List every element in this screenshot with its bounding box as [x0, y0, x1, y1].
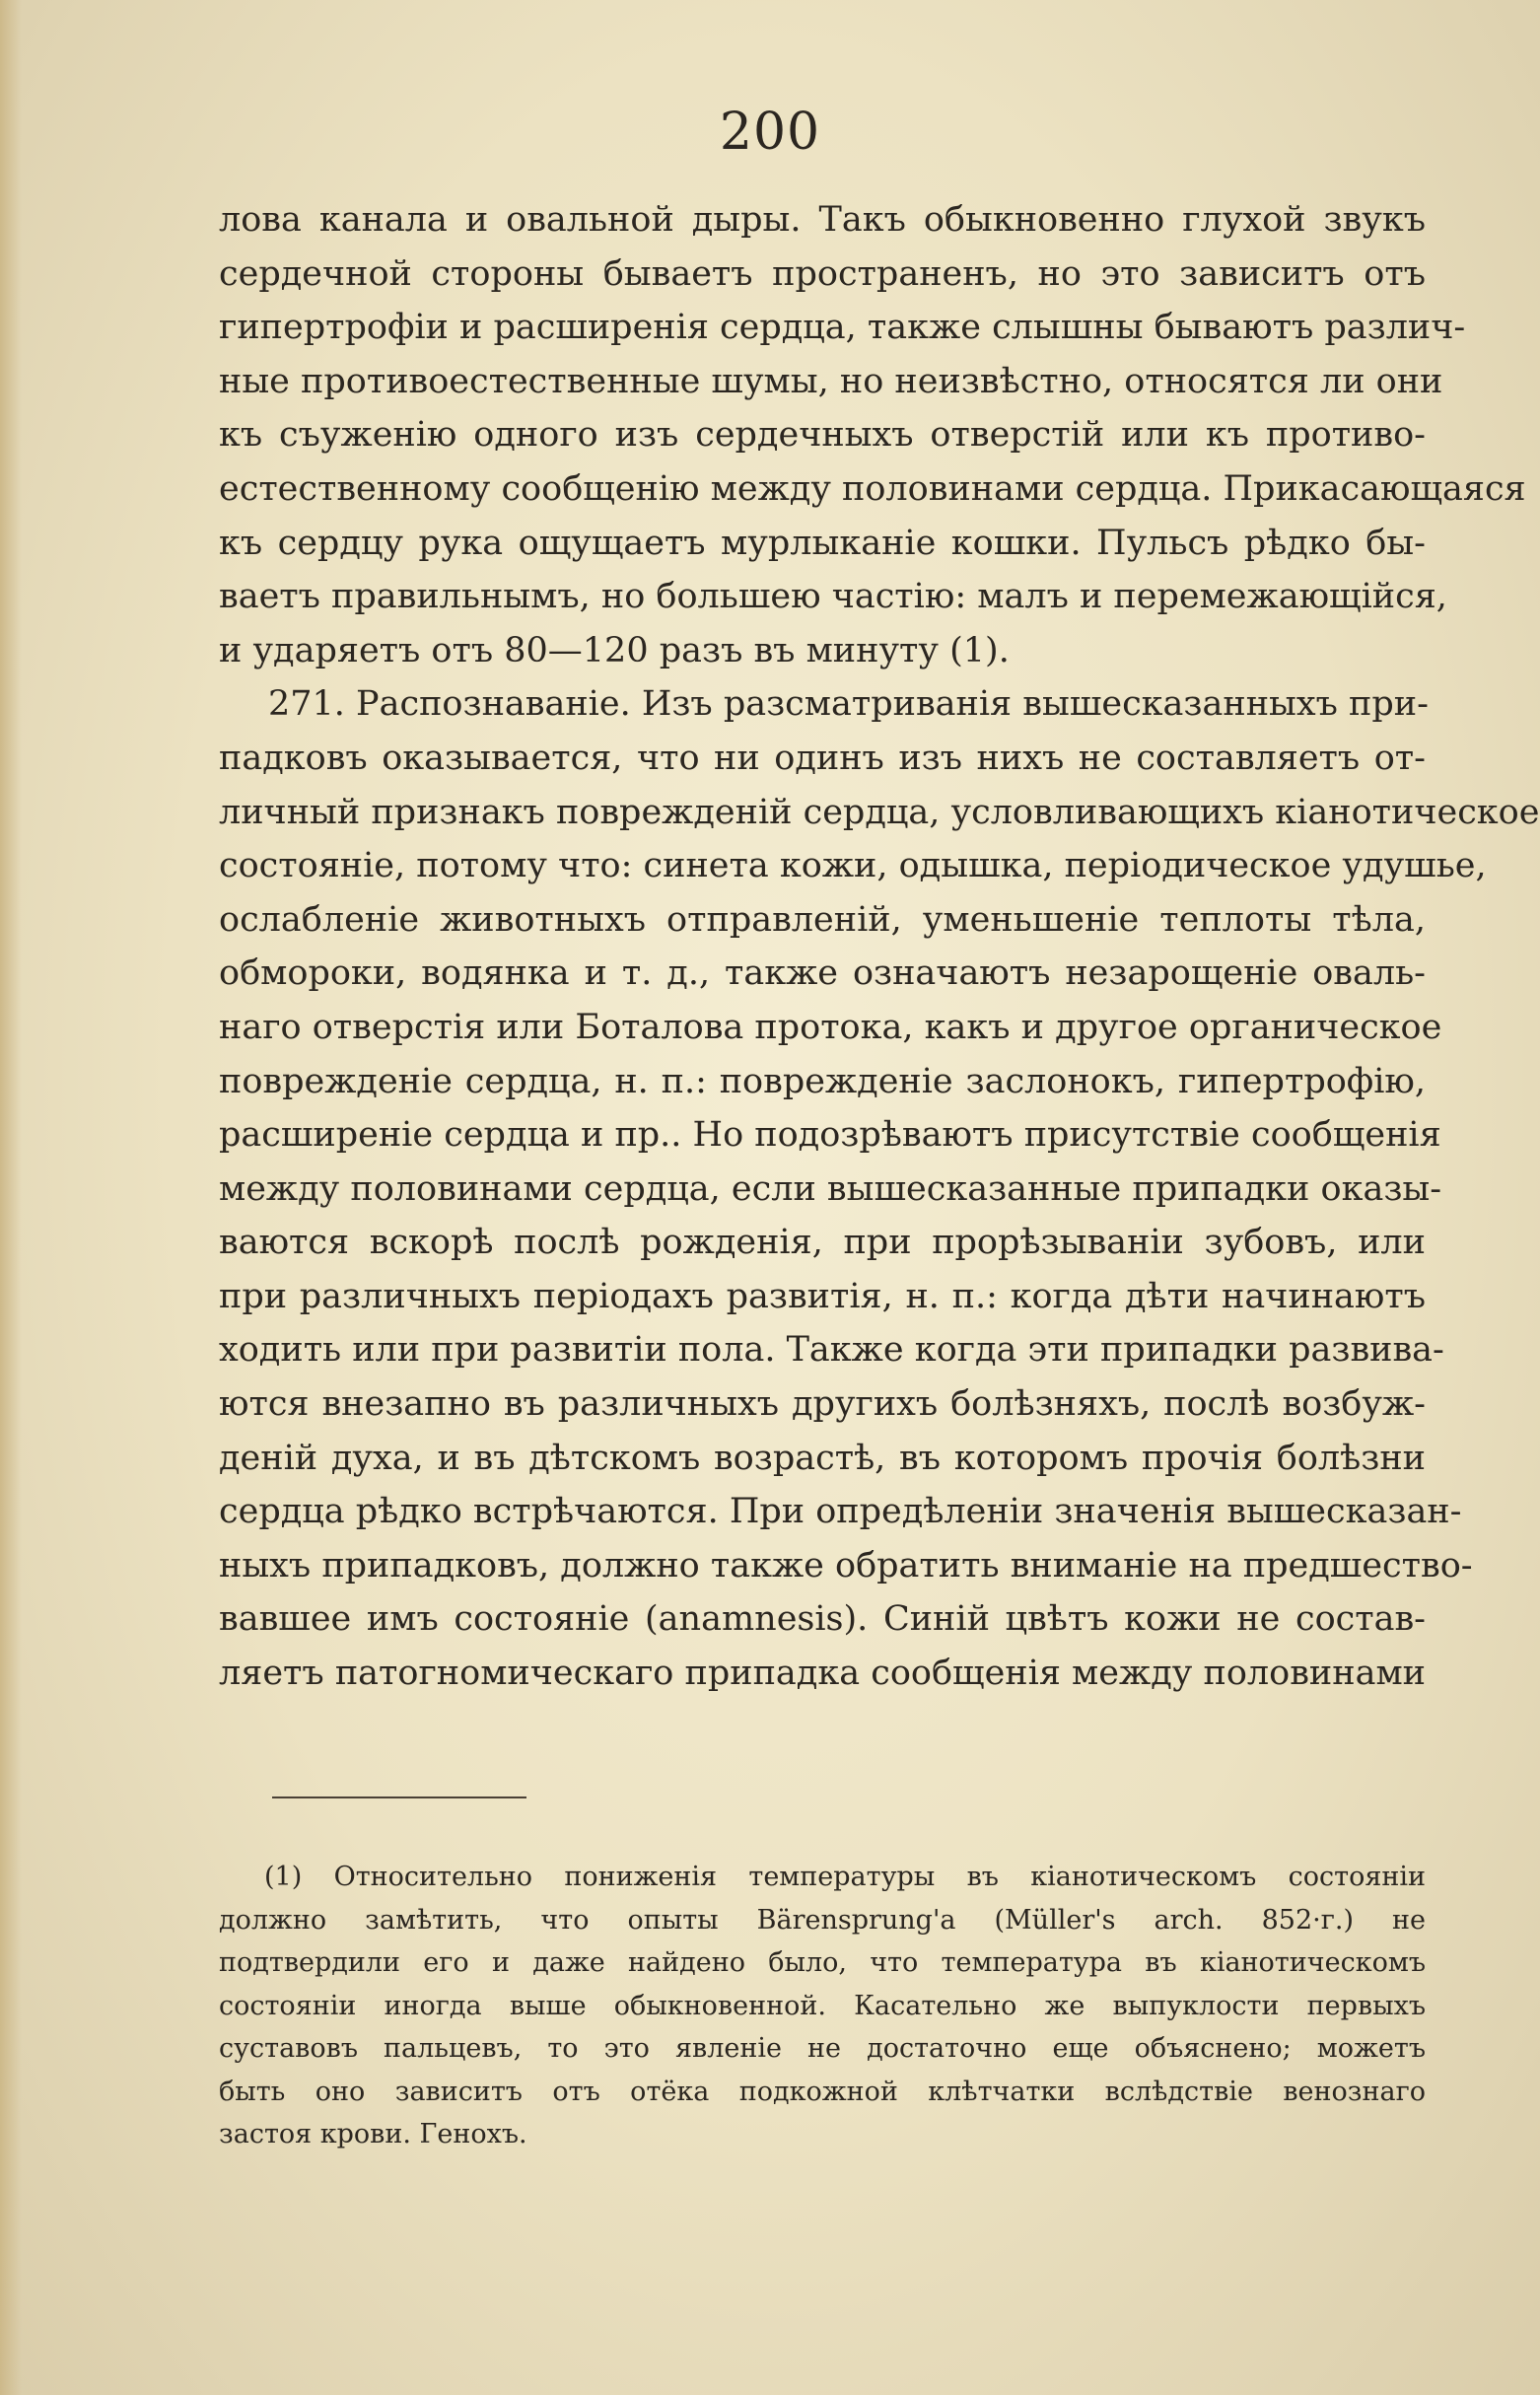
footnote-line: быть оно зависитъ отъ отёка подкожной клѣтчатки вслѣдствіе венознаго [219, 2076, 1426, 2107]
footnote-line: состояніи иногда выше обыкновенной. Касательно же выпуклости первыхъ [219, 1990, 1426, 2021]
text-line: гипертрофіи и расширенія сердца, также слышны бываютъ различ- [219, 308, 1466, 348]
text-line: ляетъ патогномическаго припадка сообщенія между половинами [219, 1654, 1426, 1694]
footnote-line: (1) Относительно пониженія температуры въ кіанотическомъ состояніи [264, 1862, 1426, 1892]
text-line: сердца рѣдко встрѣчаются. При опредѣленіи значенія вышесказан- [219, 1492, 1462, 1532]
text-line: ослабленіе животныхъ отправленій, уменьшеніе теплоты тѣла, [219, 899, 1426, 940]
page-number: 200 [719, 103, 821, 162]
footnote-divider [272, 1796, 526, 1798]
footnote-line: суставовъ пальцевъ, то это явленіе не достаточно еще объяснено; можетъ [219, 2033, 1426, 2064]
text-line: сердечной стороны бываетъ пространенъ, но это зависитъ отъ [219, 253, 1426, 294]
text-line: лова канала и овальной дыры. Такъ обыкновенно глухой звукъ [219, 200, 1426, 240]
text-line: состояніе, потому что: синета кожи, одышка, періодическое удушье, [219, 846, 1487, 886]
footnote-line: должно замѣтить, что опыты Bärensprung'a (Müller's arch. 852·г.) не [219, 1904, 1426, 1936]
text-line: при различныхъ періодахъ развитія, н. п.: когда дѣти начинаютъ [219, 1276, 1426, 1316]
text-line: ваетъ правильнымъ, но большею частію: малъ и перемежающійся, [219, 577, 1447, 617]
text-line: ются внезапно въ различныхъ другихъ болѣзняхъ, послѣ возбуж- [219, 1384, 1426, 1425]
text-line: естественному сообщенію между половинами сердца. Прикасающаяся [219, 468, 1526, 509]
text-line: падковъ оказывается, что ни одинъ изъ нихъ не составляетъ от- [219, 738, 1426, 778]
text-line: къ съуженію одного изъ сердечныхъ отверстій или къ противо- [219, 415, 1426, 456]
text-line: обмороки, водянка и т. д., также означаютъ незарощеніе оваль- [219, 953, 1426, 994]
text-line: ваются вскорѣ послѣ рожденія, при прорѣзываніи зубовъ, или [219, 1223, 1426, 1263]
text-line: вавшее имъ состояніе (anamnesis). Синій цвѣтъ кожи не состав- [219, 1599, 1426, 1640]
footnote-line: застоя крови. Генохъ. [219, 2119, 527, 2149]
text-line: наго отверстія или Боталова протока, какъ и другое органическое [219, 1007, 1442, 1047]
section-271-first-line: 271. Распознаваніе. Изъ разсматриванія вышесказанныхъ при- [268, 684, 1429, 725]
text-line: поврежденіе сердца, н. п.: поврежденіе заслонокъ, гипертрофію, [219, 1061, 1426, 1101]
footnote-line: подтвердили его и даже найдено было, что температура въ кіанотическомъ [219, 1947, 1426, 1978]
text-line: личный признакъ поврежденій сердца, условливающихъ кіанотическое [219, 792, 1540, 832]
text-line: ные противоестественные шумы, но неизвѣстно, относятся ли они [219, 361, 1443, 401]
text-line: деній духа, и въ дѣтскомъ возрастѣ, въ которомъ прочія болѣзни [219, 1438, 1426, 1478]
text-line: ныхъ припадковъ, должно также обратить вниманіе на предшество- [219, 1545, 1473, 1585]
paragraph-end-line: и ударяетъ отъ 80—120 разъ въ минуту (1). [219, 630, 1010, 670]
main-text-block [219, 193, 1540, 1701]
text-line: къ сердцу рука ощущаетъ мурлыканіе кошки. Пульсъ рѣдко бы- [219, 523, 1426, 563]
page-edge-shadow [0, 0, 22, 2395]
text-line: ходить или при развитіи пола. Также когда эти припадки развива- [219, 1330, 1444, 1371]
text-line: между половинами сердца, если вышесказанные припадки оказы- [219, 1168, 1442, 1209]
footnote-block [219, 1856, 1426, 2156]
text-line: расширеніе сердца и пр.. Но подозрѣваютъ присутствіе сообщенія [219, 1115, 1441, 1156]
